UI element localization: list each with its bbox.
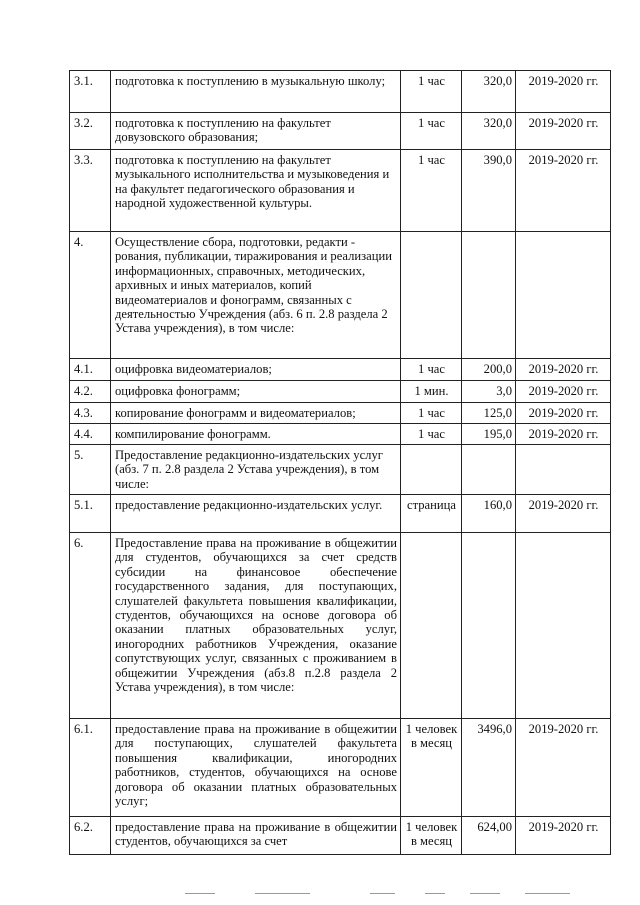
scan-artifact-line xyxy=(185,893,215,894)
row-number: 3.2. xyxy=(70,113,111,150)
period-cell: 2019-2020 гг. xyxy=(516,381,611,403)
table-row xyxy=(70,445,611,495)
service-description: предоставление права на проживание в общежитии для поступающих, слушателей факультета повышения квалификации, иногородних работников, студентов, обучающихся на основе договора об оказании платных образовательных услуг; xyxy=(111,719,401,817)
service-description: подготовка к поступлению на факультет музыкального исполнительства и музыковедения и на факультет педагогического образования и народной художественной культуры. xyxy=(111,150,401,232)
price-cell: 624,00 xyxy=(462,817,516,855)
row-number: 6.1. xyxy=(70,719,111,817)
service-description: подготовка к поступлению на факультет довузовского образования; xyxy=(111,113,401,150)
scan-artifact-line xyxy=(470,893,500,894)
unit-cell xyxy=(401,232,462,359)
period-cell: 2019-2020 гг. xyxy=(516,113,611,150)
unit-cell: 1 час xyxy=(401,113,462,150)
row-number: 5.1. xyxy=(70,495,111,533)
scan-artifact-line xyxy=(525,893,570,894)
price-cell: 200,0 xyxy=(462,359,516,381)
section-description: Осуществление сбора, подготовки, редакти - рования, публикации, тиражирования и реализации информационных, справочных, методических, архивных и иных материалов, копий видеоматериалов и фонограмм, связанных с деятельностью Учреждения (абз. 6 п. 2.8 раздела 2 Устава учреждения), в том числе: xyxy=(111,232,401,359)
unit-cell: 1 час xyxy=(401,403,462,424)
unit-cell: 1 мин. xyxy=(401,381,462,403)
price-cell: 195,0 xyxy=(462,424,516,445)
price-cell: 3496,0 xyxy=(462,719,516,817)
section-description: Предоставление редакционно-издательских услуг (абз. 7 п. 2.8 раздела 2 Устава учреждения), в том числе: xyxy=(111,445,401,495)
table-row xyxy=(70,403,611,424)
scan-artifact-line xyxy=(370,893,395,894)
period-cell: 2019-2020 гг. xyxy=(516,719,611,817)
price-cell: 3,0 xyxy=(462,381,516,403)
price-cell xyxy=(462,445,516,495)
table-row xyxy=(70,113,611,150)
table-row xyxy=(70,719,611,817)
service-description: оцифровка фонограмм; xyxy=(111,381,401,403)
table-row xyxy=(70,232,611,359)
row-number: 6.2. xyxy=(70,817,111,855)
period-cell xyxy=(516,445,611,495)
row-number: 4.4. xyxy=(70,424,111,445)
row-number: 6. xyxy=(70,533,111,719)
unit-cell: 1 час xyxy=(401,424,462,445)
service-description: оцифровка видеоматериалов; xyxy=(111,359,401,381)
service-description: копирование фонограмм и видеоматериалов; xyxy=(111,403,401,424)
table-row xyxy=(70,533,611,719)
scan-artifact-line xyxy=(255,893,310,894)
price-cell xyxy=(462,533,516,719)
section-description: Предоставление права на проживание в общежитии для студентов, обучающихся за счет средств субсидии на финансовое обеспечение государственного задания, для поступающих, слушателей факультета повышения квалификации, студентов, обучающихся на основе договора об оказании платных образовательных услуг, иногородних работников Учреждения, оказание сопутствующих услуг, связанных с проживанием в общежитии Учреждения (абз.8 п.2.8 раздела 2 Устава учреждения), в том числе: xyxy=(111,533,401,719)
period-cell: 2019-2020 гг. xyxy=(516,71,611,113)
table-row xyxy=(70,71,611,113)
price-cell: 160,0 xyxy=(462,495,516,533)
period-cell: 2019-2020 гг. xyxy=(516,817,611,855)
unit-cell: страница xyxy=(401,495,462,533)
table-row xyxy=(70,359,611,381)
table-row xyxy=(70,495,611,533)
period-cell: 2019-2020 гг. xyxy=(516,495,611,533)
row-number: 3.1. xyxy=(70,71,111,113)
row-number: 4.3. xyxy=(70,403,111,424)
unit-cell: 1 час xyxy=(401,359,462,381)
unit-cell xyxy=(401,533,462,719)
scan-artifact-line xyxy=(425,893,445,894)
table-row xyxy=(70,150,611,232)
row-number: 4.1. xyxy=(70,359,111,381)
service-description: подготовка к поступлению в музыкальную школу; xyxy=(111,71,401,113)
period-cell: 2019-2020 гг. xyxy=(516,150,611,232)
unit-cell: 1 час xyxy=(401,150,462,232)
period-cell xyxy=(516,232,611,359)
unit-cell: 1 человек в месяц xyxy=(401,817,462,855)
price-cell xyxy=(462,232,516,359)
row-number: 5. xyxy=(70,445,111,495)
period-cell: 2019-2020 гг. xyxy=(516,424,611,445)
unit-cell: 1 человек в месяц xyxy=(401,719,462,817)
price-cell: 320,0 xyxy=(462,71,516,113)
price-cell: 390,0 xyxy=(462,150,516,232)
table-row xyxy=(70,381,611,403)
service-description: компилирование фонограмм. xyxy=(111,424,401,445)
service-description: предоставление редакционно-издательских услуг. xyxy=(111,495,401,533)
row-number: 4. xyxy=(70,232,111,359)
row-number: 3.3. xyxy=(70,150,111,232)
price-cell: 320,0 xyxy=(462,113,516,150)
unit-cell xyxy=(401,445,462,495)
price-cell: 125,0 xyxy=(462,403,516,424)
period-cell: 2019-2020 гг. xyxy=(516,359,611,381)
table-row xyxy=(70,424,611,445)
price-list-table xyxy=(69,70,611,855)
table-row xyxy=(70,817,611,855)
service-description: предоставление права на проживание в общежитии студентов, обучающихся за счет xyxy=(111,817,401,855)
row-number: 4.2. xyxy=(70,381,111,403)
period-cell: 2019-2020 гг. xyxy=(516,403,611,424)
period-cell xyxy=(516,533,611,719)
unit-cell: 1 час xyxy=(401,71,462,113)
